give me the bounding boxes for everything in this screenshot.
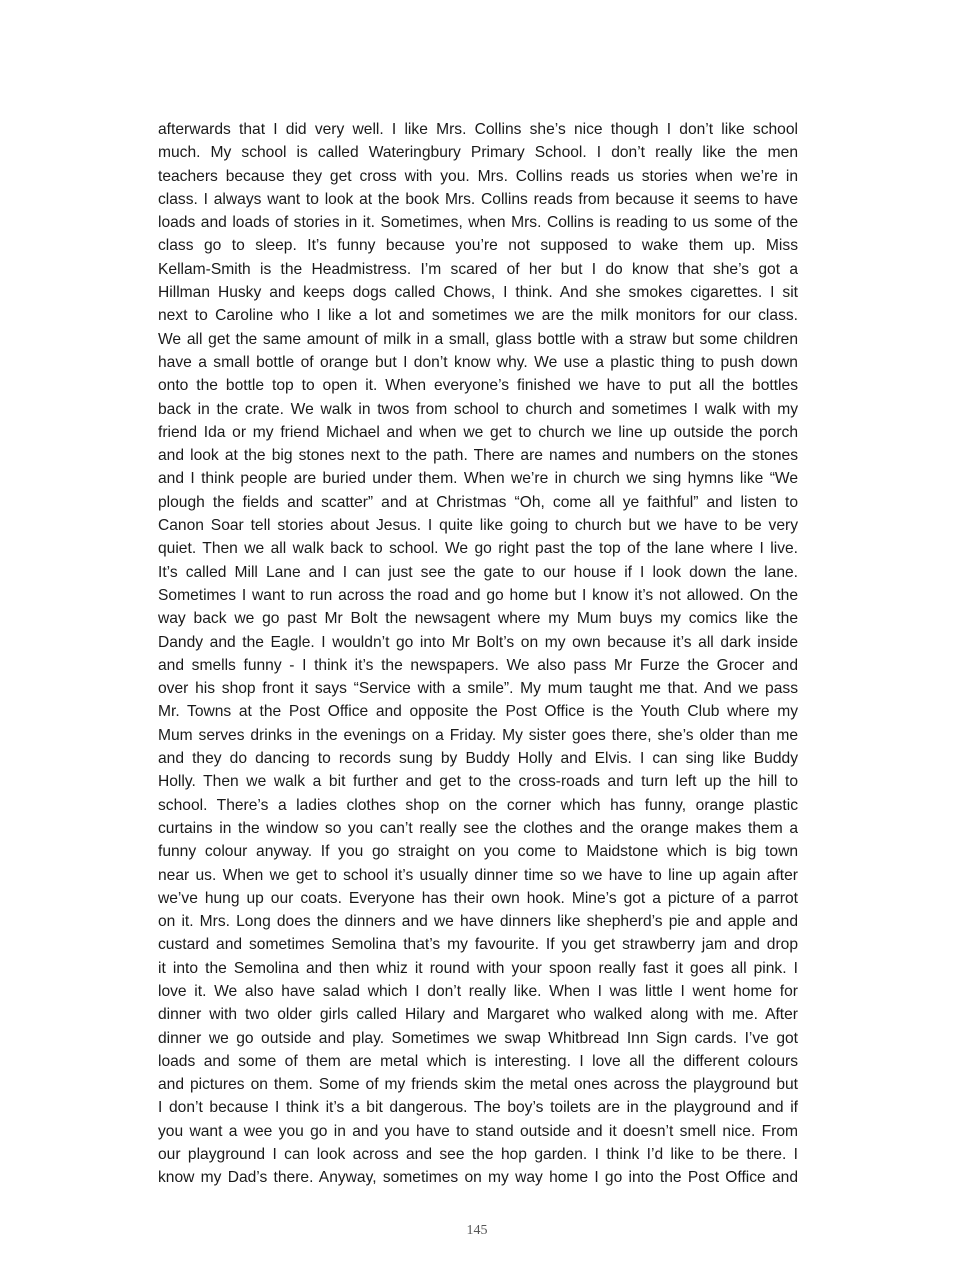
text-line: class go to sleep. It’s funny because you’re not supposed to wake them up. Miss <box>158 237 798 255</box>
text-line: next to Caroline who I like a lot and sometimes we are the milk monitors for our class. <box>158 307 798 325</box>
text-line: It’s called Mill Lane and I can just see the gate to our house if I look down the lane. <box>158 563 798 581</box>
text-line: way back we go past Mr Bolt the newsagent where my Mum buys my comics like the <box>158 610 798 628</box>
page-number: 145 <box>466 1223 488 1238</box>
text-line: and they do dancing to records sung by Buddy Holly and Elvis. I can sing like Buddy <box>158 750 798 768</box>
text-line: Kellam-Smith is the Headmistress. I’m scared of her but I do know that she’s got a <box>158 260 798 278</box>
text-line: loads and loads of stories in it. Sometimes, when Mrs. Collins is reading to us some of the <box>158 214 798 232</box>
text-line: near us. When we get to school it’s usually dinner time so we have to line up again after <box>158 866 798 884</box>
text-line: class. I always want to look at the book Mrs. Collins reads from because it seems to have <box>158 190 798 208</box>
text-line: know my Dad’s there. Anyway, sometimes on my way home I go into the Post Office and <box>158 1169 798 1187</box>
text-line: dinner we go outside and play. Sometimes we swap Whitbread Inn Sign cards. I’ve got <box>158 1029 798 1047</box>
text-line: We all get the same amount of milk in a small, glass bottle with a straw but some children <box>158 330 798 348</box>
text-line: quiet. Then we all walk back to school. We go right past the top of the lane where I live. <box>158 540 798 558</box>
text-line: and look at the big stones next to the path. There are names and numbers on the stones <box>158 447 798 465</box>
body-text <box>158 118 798 1190</box>
text-line: teachers because they get cross with you. Mrs. Collins reads us stories when we’re in <box>158 167 798 185</box>
text-line: Dandy and the Eagle. I wouldn’t go into Mr Bolt’s on my own because it’s all dark inside <box>158 633 798 651</box>
text-line: much. My school is called Wateringbury Primary School. I don’t really like the men <box>158 144 798 162</box>
text-line: on it. Mrs. Long does the dinners and we have dinners like shepherd’s pie and apple and <box>158 913 798 931</box>
text-line: back in the crate. We walk in twos from school to church and sometimes I walk with my <box>158 400 798 418</box>
text-line: Sometimes I want to run across the road and go home but I know it’s not allowed. On the <box>158 586 798 604</box>
text-line: you want a wee you go in and you have to stand outside and it doesn’t smell nice. From <box>158 1122 798 1140</box>
text-line: Canon Soar tell stories about Jesus. I quite like going to church but we have to be very <box>158 517 798 535</box>
text-line: funny colour anyway. If you go straight on you come to Maidstone which is big town <box>158 843 798 861</box>
text-line: school. There’s a ladies clothes shop on the corner which has funny, orange plastic <box>158 796 798 814</box>
text-line: and I think people are buried under them. When we’re in church we sing hymns like “We <box>158 470 798 488</box>
text-line: Hillman Husky and keeps dogs called Chows, I think. And she smokes cigarettes. I sit <box>158 284 798 302</box>
text-line: Mr. Towns at the Post Office and opposite the Post Office is the Youth Club where my <box>158 703 798 721</box>
text-line: custard and sometimes Semolina that’s my favourite. If you get strawberry jam and drop <box>158 936 798 954</box>
text-line: Holly. Then we walk a bit further and get to the cross-roads and turn left up the hill to <box>158 773 798 791</box>
text-line: I don’t because I think it’s a bit dangerous. The boy’s toilets are in the playground and if <box>158 1099 798 1117</box>
text-line: over his shop front it says “Service with a smile”. My mum taught me that. And we pass <box>158 680 798 698</box>
text-line: Mum serves drinks in the evenings on a Friday. My sister goes there, she’s older than me <box>158 726 798 744</box>
text-line: we’ve hung up our coats. Everyone has their own hook. Mine’s got a picture of a parrot <box>158 889 798 907</box>
text-line: and smells funny - I think it’s the newspapers. We also pass Mr Furze the Grocer and <box>158 656 798 674</box>
text-line: it into the Semolina and then whiz it round with your spoon really fast it goes all pink. I <box>158 959 798 977</box>
text-line: onto the bottle top to open it. When everyone’s finished we have to put all the bottles <box>158 377 798 395</box>
text-line: dinner with two older girls called Hilary and Margaret who walked along with me. After <box>158 1006 798 1024</box>
text-line: love it. We also have salad which I don’t really like. When I was little I went home for <box>158 982 798 1000</box>
text-line: our playground I can look across and see the hop garden. I think I’d like to be there. I <box>158 1146 798 1164</box>
text-line: plough the fields and scatter” and at Christmas “Oh, come all ye faithful” and listen to <box>158 493 798 511</box>
text-line: and pictures on them. Some of my friends skim the metal ones across the playground but <box>158 1076 798 1094</box>
text-line: loads and some of them are metal which is interesting. I love all the different colours <box>158 1052 798 1070</box>
text-line: curtains in the window so you can’t really see the clothes and the orange makes them a <box>158 819 798 837</box>
text-line: have a small bottle of orange but I don’t know why. We use a plastic thing to push down <box>158 353 798 371</box>
text-line: afterwards that I did very well. I like Mrs. Collins she’s nice though I don’t like school <box>158 121 798 138</box>
text-line: friend Ida or my friend Michael and when we get to church we line up outside the porch <box>158 423 798 441</box>
